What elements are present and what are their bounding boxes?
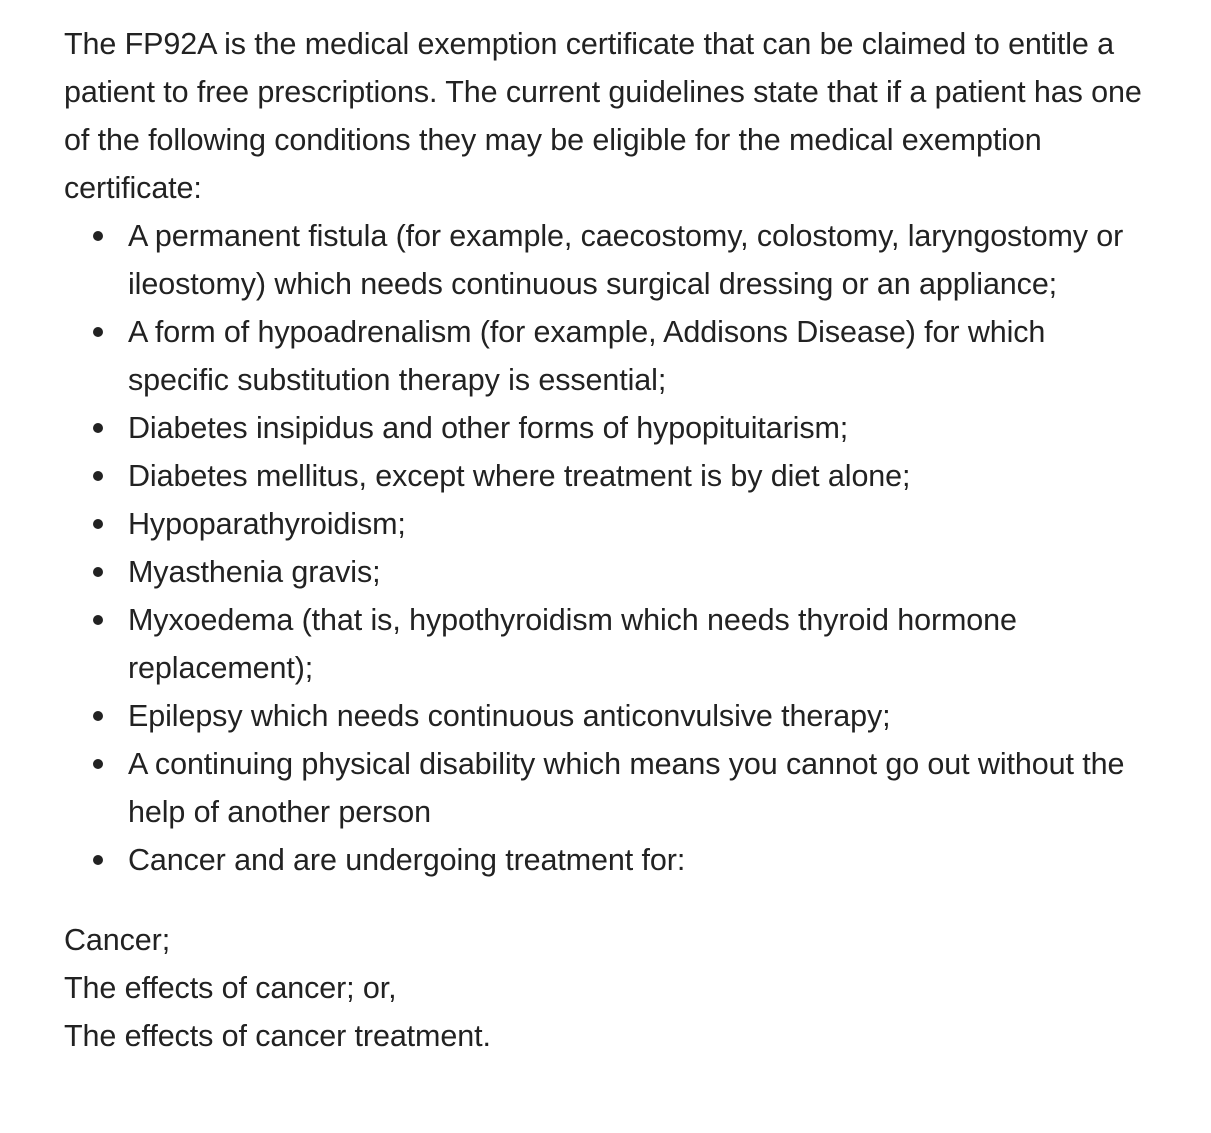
bullet-icon [93,404,105,452]
bullet-icon [93,452,105,500]
list-item-text: A permanent fistula (for example, caecostomy, colostomy, laryngostomy or ileostomy) which needs continuous surgical dressing or an appliance; [128,219,1124,301]
list-item-text: Diabetes insipidus and other forms of hypopituitarism; [128,411,849,445]
list-item [128,740,1144,836]
list-item-text: Myxoedema (that is, hypothyroidism which needs thyroid hormone replacement); [128,603,1017,685]
bullet-icon [93,740,105,788]
bullet-icon [93,692,105,740]
paragraph-spacer [64,884,1144,916]
bullet-icon [93,596,105,644]
bullet-icon [93,212,105,260]
bullet-icon [93,836,105,884]
list-item [128,692,1144,740]
list-item-text: Myasthenia gravis; [128,555,381,589]
list-item-text: Hypoparathyroidism; [128,507,406,541]
list-item-text: Cancer and are undergoing treatment for: [128,843,686,877]
conditions-list [64,212,1144,884]
treatment-line: The effects of cancer; or, [64,971,397,1005]
bullet-icon [93,500,105,548]
document-body [64,20,1144,1060]
list-item [128,212,1144,308]
list-item-text: A form of hypoadrenalism (for example, Addisons Disease) for which specific substitution therapy is essential; [128,315,1046,397]
list-item-text: Diabetes mellitus, except where treatment is by diet alone; [128,459,911,493]
list-item [128,596,1144,692]
list-item [128,452,1144,500]
list-item-text: A continuing physical disability which means you cannot go out without the help of another person [128,747,1125,829]
list-item-text: Epilepsy which needs continuous anticonvulsive therapy; [128,699,891,733]
list-item [128,308,1144,404]
cancer-treatment-lines [64,916,1144,1060]
treatment-line: The effects of cancer treatment. [64,1019,491,1053]
list-item [128,836,1144,884]
bullet-icon [93,548,105,596]
list-item [128,500,1144,548]
intro-paragraph: The FP92A is the medical exemption certificate that can be claimed to entitle a patient to free prescriptions. The current guidelines state that if a patient has one of the following conditions they may be eligible for the medical exemption certificate: [64,27,1142,205]
list-item [128,404,1144,452]
treatment-line: Cancer; [64,923,171,957]
list-item [128,548,1144,596]
bullet-icon [93,308,105,356]
